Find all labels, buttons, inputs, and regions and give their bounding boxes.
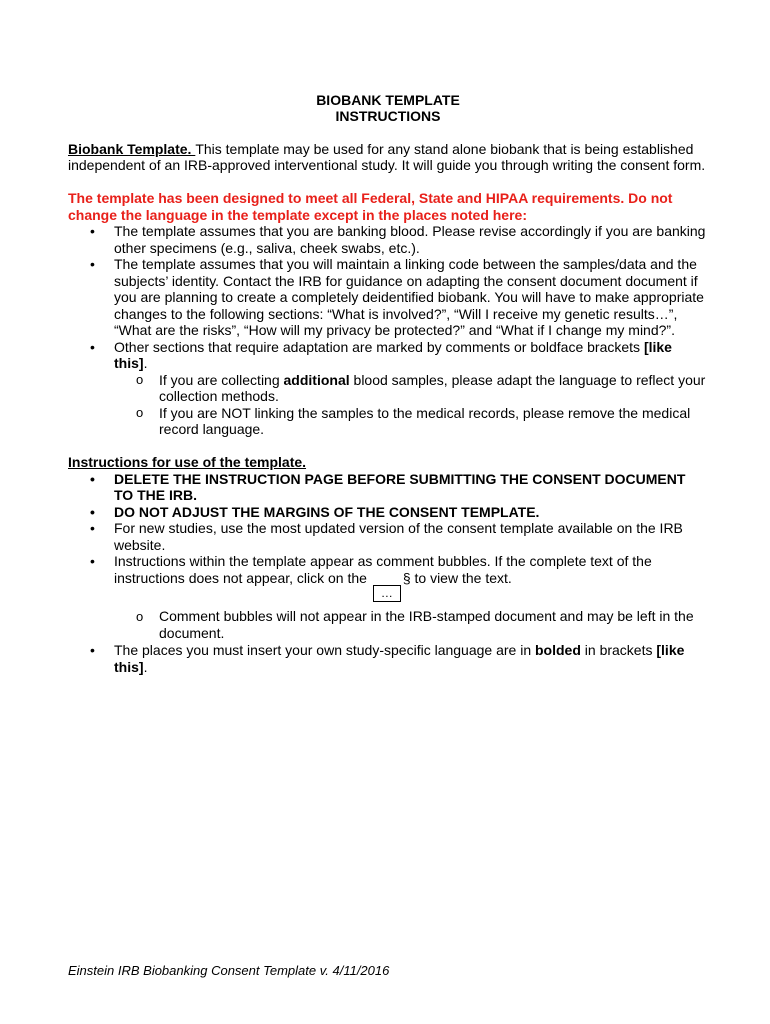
intro-text: This template may be used for any stand alone biobank that is being established independent of an IRB-approved interventional study. It will guide you through writing the consent form. xyxy=(68,140,706,173)
list-item: • DELETE THE INSTRUCTION PAGE BEFORE SUBMITTING THE CONSENT DOCUMENT TO THE IRB. xyxy=(68,471,708,504)
list-item: • Other sections that require adaptation are marked by comments or boldface brackets [like this]. o If you are collecting additional blood samples, please adapt the language to reflect your collection methods. o If you are NOT linking the samples to the medical records, please remove the medical record language. xyxy=(68,339,708,438)
list-item: • For new studies, use the most updated version of the consent template available on the IRB website. xyxy=(68,520,708,553)
list-item: • Instructions within the template appear as comment bubbles. If the complete text of the instructions does not appear, click on the …§ to view the text. o Comment bubbles will not appear in the IRB-stamped document and may be left in the document. xyxy=(68,553,708,642)
intro-paragraph xyxy=(68,141,708,174)
page-footer: Einstein IRB Biobanking Consent Template v. 4/11/2016 xyxy=(68,963,390,978)
list-item: • The places you must insert your own study-specific language are in bolded in brackets [like this]. xyxy=(68,642,708,675)
sub-list xyxy=(114,372,708,438)
list-item: • The template assumes that you are banking blood. Please revise accordingly if you are banking other specimens (e.g., saliva, cheek swabs, etc.). xyxy=(68,223,708,256)
list-item: • The template assumes that you will maintain a linking code between the samples/data and the subjects’ identity. Contact the IRB for guidance on adapting the consent document document if you are planning to create a completely deidentified biobank. You will have to make appropriate changes to the following sections: “What is involved?”, “Will I receive my genetic results…”, “What are the risks”, “How will my privacy be protected?” and “What if I change my mind?”. xyxy=(68,256,708,339)
list-item: • DO NOT ADJUST THE MARGINS OF THE CONSENT TEMPLATE. xyxy=(68,504,708,521)
page-title: BIOBANK TEMPLATE xyxy=(316,92,460,108)
warning-text: The template has been designed to meet all Federal, State and HIPAA requirements. Do not change the language in the template except in the places noted here: xyxy=(68,190,673,223)
page-subtitle: INSTRUCTIONS xyxy=(335,108,441,124)
notes-list xyxy=(68,223,708,438)
comment-ellipsis-icon: … xyxy=(373,585,401,602)
usage-heading: Instructions for use of the template. xyxy=(68,454,307,470)
sub-list-item: o If you are NOT linking the samples to the medical records, please remove the medical record language. xyxy=(114,405,708,438)
document-page xyxy=(68,92,708,675)
sub-list-item: o Comment bubbles will not appear in the IRB-stamped document and may be left in the document. xyxy=(114,608,708,642)
sub-list xyxy=(114,608,708,642)
intro-heading: Biobank Template. xyxy=(68,140,196,157)
usage-list xyxy=(68,471,708,676)
sub-list-item: o If you are collecting additional blood samples, please adapt the language to reflect your collection methods. xyxy=(114,372,708,405)
